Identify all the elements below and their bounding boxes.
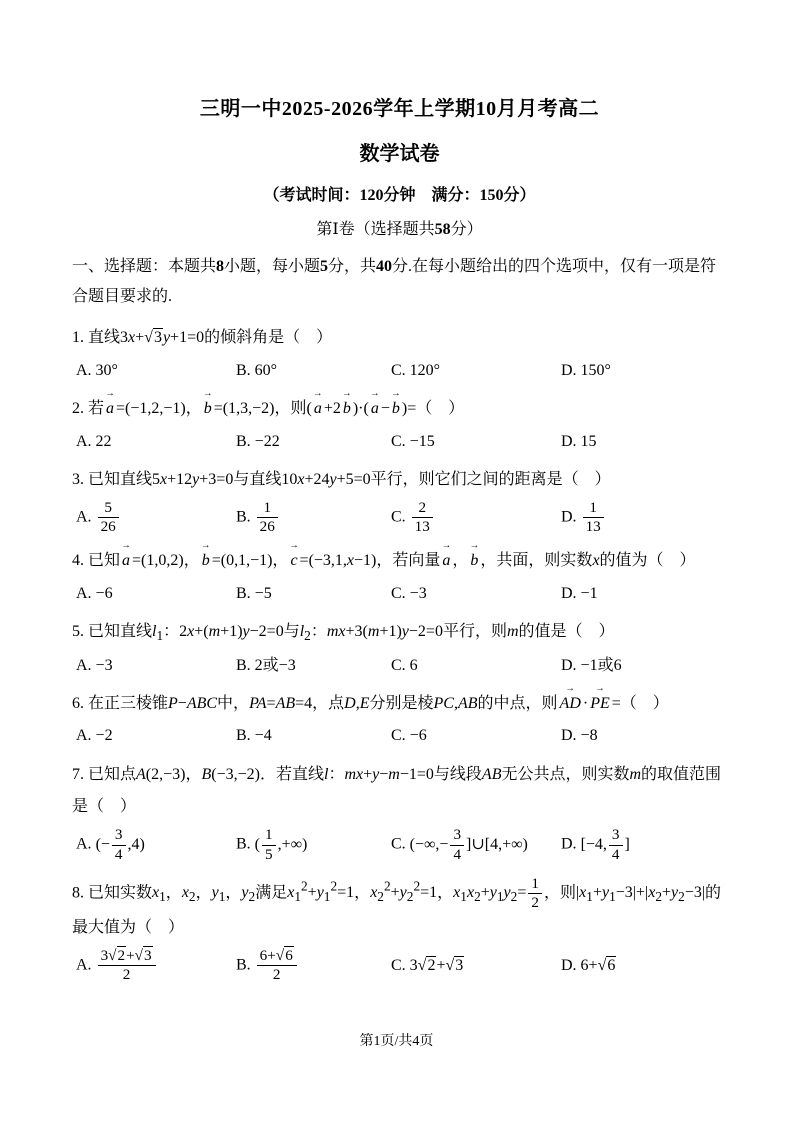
question-5 bbox=[72, 616, 727, 679]
question-7-option-a: A. (− $\frac{3}{4}$ ,4) bbox=[76, 826, 145, 863]
question-4-options bbox=[72, 580, 727, 607]
page-number: 第1页/共4页 bbox=[359, 1034, 434, 1049]
exam-info-line: （考试时间：120分钟 满分：150分） bbox=[263, 187, 536, 204]
question-6-option-c: C. −6 bbox=[391, 727, 427, 745]
question-2-option-c: C. −15 bbox=[391, 432, 435, 450]
question-1-option-a: A. 30° bbox=[76, 361, 118, 379]
question-3-option-a: A. $\frac{5}{26}$ bbox=[76, 499, 236, 536]
question-5-option-b: B. 2或−3 bbox=[236, 656, 296, 674]
question-1-option-b: B. 60° bbox=[236, 361, 278, 379]
question-6-option-d: D. −8 bbox=[561, 727, 598, 745]
question-2-option-d: D. 15 bbox=[561, 432, 597, 450]
question-5-stem: 5. 已知直线$l_1$：2x+(m+1)y−2=0与$l_2$：mx+3(m+1)y−2=0平行，则m的值是（ ） bbox=[72, 623, 615, 644]
section-1-header: 第Ⅰ卷（选择题共58分） bbox=[316, 221, 483, 238]
question-7-option-b: B. ( $\frac{1}{5}$ ,+∞) bbox=[236, 826, 308, 863]
exam-title: 三明一中2025-2026学年上学期10月月考高二 bbox=[199, 98, 600, 120]
question-4-option-a: A. −6 bbox=[76, 584, 113, 602]
question-7-options bbox=[72, 826, 727, 863]
question-1 bbox=[72, 322, 727, 384]
question-3-option-c: C. $\frac{2}{13}$ bbox=[391, 499, 561, 536]
question-4-stem: 4. 已知 a → =(1,0,2)， b → =(0,1,−1)， c → =(−3,1,x−1)，若向量 a → ， b → ，共面，则实数x的值为（ ） bbox=[72, 545, 727, 578]
question-8-option-d: D. 6+√6 bbox=[561, 957, 616, 975]
part-one-intro: 一、选择题：本题共8小题，每小题5分，共40分.在每小题给出的四个选项中，仅有一项是符合题目要求的. bbox=[72, 258, 717, 306]
question-3-option-d: D. $\frac{1}{13}$ bbox=[561, 499, 727, 536]
question-2-option-b: B. −22 bbox=[236, 432, 280, 450]
question-1-stem: 1. 直线3x+√3y+1=0的倾斜角是（ ） bbox=[72, 328, 333, 346]
question-5-option-d: D. −1或6 bbox=[561, 656, 622, 674]
question-4 bbox=[72, 545, 727, 607]
question-2-stem: 2. 若 a → =(−1,2,−1)， b → =(1,3,−2)，则( a → +2 b → )·( a → − b → )=（ ） bbox=[72, 393, 727, 426]
question-1-option-d: D. 150° bbox=[561, 361, 611, 379]
question-3-stem: 3. 已知直线5x+12y+3=0与直线10x+24y+5=0平行，则它们之间的距离是（ ） bbox=[72, 470, 611, 488]
question-6-option-a: A. −2 bbox=[76, 727, 113, 745]
question-2-options bbox=[72, 428, 727, 455]
question-6 bbox=[72, 688, 727, 750]
exam-subtitle: 数学试卷 bbox=[359, 143, 440, 165]
question-6-option-b: B. −4 bbox=[236, 727, 272, 745]
question-6-stem: 6. 在正三棱锥P−ABC中，PA=AB=4，点D,E分别是棱PC,AB的中点，则 AD → · PE → =（ ） bbox=[72, 688, 727, 721]
question-2 bbox=[72, 393, 727, 455]
question-6-options bbox=[72, 722, 727, 749]
question-1-option-c: C. 120° bbox=[391, 361, 441, 379]
question-8 bbox=[72, 873, 727, 985]
question-5-option-c: C. 6 bbox=[391, 656, 418, 674]
question-8-option-c: C. 3√2+√3 bbox=[391, 957, 464, 975]
question-8-option-b: B. $\frac{6+√6}{2}$ bbox=[236, 947, 391, 984]
question-7 bbox=[72, 759, 727, 864]
question-2-option-a: A. 22 bbox=[76, 432, 112, 450]
question-5-option-a: A. −3 bbox=[76, 656, 113, 674]
question-4-option-d: D. −1 bbox=[561, 584, 598, 602]
question-8-stem: 8. 已知实数$x_1$，$x_2$，$y_1$，$y_2$满足$x_1^2+y_1^2=1$，$x_2^2+y_2^2=1$，$x_1x_2+y_1y_2=$ $\frac{1}{2}$ ，则$|x_1+y_1-3|+|x_2+y_2-3|$的最大值为（ ） bbox=[72, 874, 722, 937]
question-3-options bbox=[72, 499, 727, 536]
question-4-option-b: B. −5 bbox=[236, 584, 272, 602]
question-8-option-a: A. $\frac{3√2+√3}{2}$ bbox=[76, 947, 236, 984]
question-8-options bbox=[72, 947, 727, 984]
question-3 bbox=[72, 464, 727, 536]
question-7-option-d: D. [−4, $\frac{3}{4}$ ] bbox=[561, 826, 630, 863]
question-7-option-c: C. (−∞,− $\frac{3}{4}$ ]∪[4,+∞) bbox=[391, 826, 528, 863]
question-5-options bbox=[72, 652, 727, 679]
question-7-stem: 7. 已知点A(2,−3)，B(−3,−2)．若直线l：mx+y−m−1=0与线段AB无公共点，则实数m的取值范围是（ ） bbox=[72, 765, 722, 816]
question-3-option-b: B. $\frac{1}{26}$ bbox=[236, 499, 391, 536]
question-4-option-c: C. −3 bbox=[391, 584, 427, 602]
question-1-options bbox=[72, 357, 727, 384]
